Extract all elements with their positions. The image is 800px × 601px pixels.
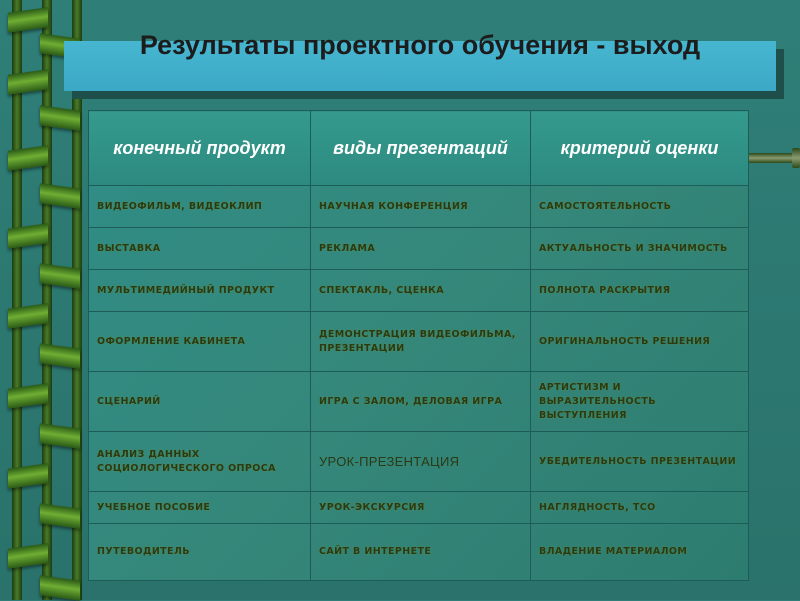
table-cell: МУЛЬТИМЕДИЙНЫЙ ПРОДУКТ [89, 270, 311, 312]
table-cell: ОРИГИНАЛЬНОСТЬ РЕШЕНИЯ [531, 312, 749, 372]
table-cell: АРТИСТИЗМ И ВЫРАЗИТЕЛЬНОСТЬ ВЫСТУПЛЕНИЯ [531, 372, 749, 432]
table-cell: ВЛАДЕНИЕ МАТЕРИАЛОМ [531, 524, 749, 581]
results-table [88, 110, 749, 581]
table-cell: НАУЧНАЯ КОНФЕРЕНЦИЯ [311, 186, 531, 228]
table-cell: АНАЛИЗ ДАННЫХ СОЦИОЛОГИЧЕСКОГО ОПРОСА [89, 432, 311, 492]
table-row [89, 228, 749, 270]
table-cell: УЧЕБНОЕ ПОСОБИЕ [89, 492, 311, 524]
table-cell: САМОСТОЯТЕЛЬНОСТЬ [531, 186, 749, 228]
right-rail-knob [792, 148, 800, 168]
table-row [89, 372, 749, 432]
table-cell: ИГРА С ЗАЛОМ, ДЕЛОВАЯ ИГРА [311, 372, 531, 432]
table-cell: СЦЕНАРИЙ [89, 372, 311, 432]
table-cell: УРОК-ЭКСКУРСИЯ [311, 492, 531, 524]
table-cell: ПУТЕВОДИТЕЛЬ [89, 524, 311, 581]
table-cell: ОФОРМЛЕНИЕ КАБИНЕТА [89, 312, 311, 372]
table-row [89, 312, 749, 372]
header-evaluation-criteria: критерий оценки [531, 111, 749, 186]
page-title: Результаты проектного обучения - выход [139, 30, 701, 60]
table-cell: ДЕМОНСТРАЦИЯ ВИДЕОФИЛЬМА, ПРЕЗЕНТАЦИИ [311, 312, 531, 372]
table-cell: ПОЛНОТА РАСКРЫТИЯ [531, 270, 749, 312]
table-row [89, 432, 749, 492]
table-cell: СПЕКТАКЛЬ, СЦЕНКА [311, 270, 531, 312]
table-row [89, 270, 749, 312]
table-cell: РЕКЛАМА [311, 228, 531, 270]
table-cell: УРОК-ПРЕЗЕНТАЦИЯ [311, 432, 531, 492]
table-header-row [89, 111, 749, 186]
table-cell: САЙТ В ИНТЕРНЕТЕ [311, 524, 531, 581]
header-final-product: конечный продукт [89, 111, 311, 186]
table-cell: НАГЛЯДНОСТЬ, ТСО [531, 492, 749, 524]
table-cell: УБЕДИТЕЛЬНОСТЬ ПРЕЗЕНТАЦИИ [531, 432, 749, 492]
table-cell: АКТУАЛЬНОСТЬ И ЗНАЧИМОСТЬ [531, 228, 749, 270]
table-row [89, 524, 749, 581]
header-presentation-types: виды презентаций [311, 111, 531, 186]
table-row [89, 492, 749, 524]
table-row [89, 186, 749, 228]
table-cell: ВЫСТАВКА [89, 228, 311, 270]
table-cell: ВИДЕОФИЛЬМ, ВИДЕОКЛИП [89, 186, 311, 228]
